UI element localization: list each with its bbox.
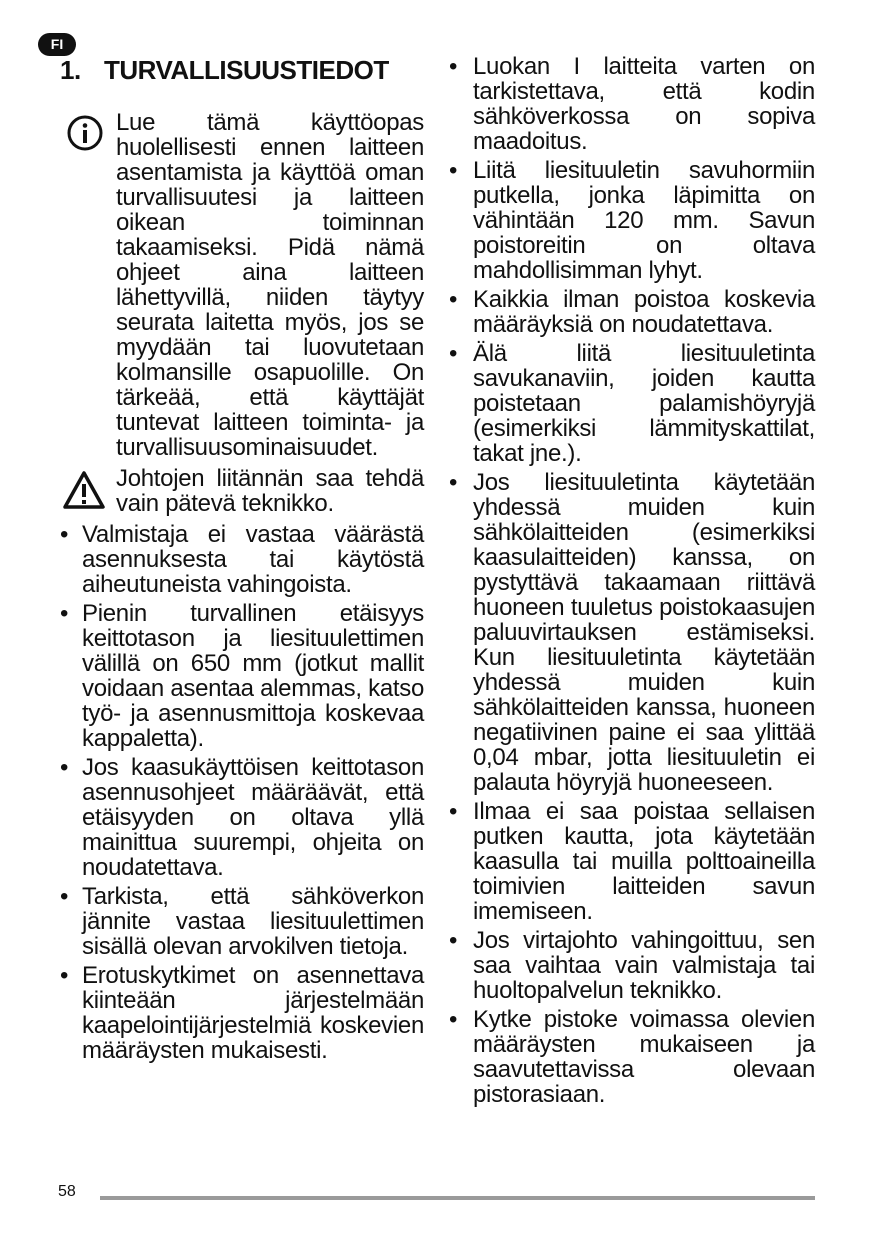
warning-icon: [66, 470, 106, 515]
list-item: • Älä liitä liesituuletinta savukanaviin, joiden kautta poistetaan palamishöyryjä (esimerkiksi lämmityskattilat, takat jne.).: [449, 340, 815, 467]
info-icon: [66, 114, 104, 157]
right-column: [449, 54, 815, 1111]
list-item: • Ilmaa ei saa poistaa sellaisen putken kautta, jota käytetään kaasulla tai muilla polttoaineilla toimivien laitteiden savun imemiseen.: [449, 798, 815, 925]
list-item: • Liitä liesituuletin savuhormiin putkella, jonka läpimitta on vähintään 120 mm. Savun poistoreitin on oltava mahdollisimman lyhyt.: [449, 157, 815, 284]
bullet-dot: •: [60, 600, 69, 627]
section-title: [60, 54, 424, 86]
page-number: 58: [58, 1183, 76, 1200]
list-item: • Luokan I laitteita varten on tarkistettava, että kodin sähköverkossa on sopiva maadoitus.: [449, 53, 815, 155]
warning-note: [60, 466, 424, 516]
footer-divider: [100, 1196, 815, 1200]
left-bullet-list: [60, 522, 424, 1063]
info-note-text: Lue tämä käyttöopas huolellisesti ennen laitteen asentamista ja käyttöä oman turvallisuutesi ja laitteen oikean toiminnan takaamiseksi. Pidä nämä ohjeet aina laitteen lähettyvillä, niiden täytyy seurata laitetta myös, jos se myydään tai luovutetaan kolmansille osapuolille. On tärkeää, että käyttäjät tuntevat laitteen toiminta- ja turvallisuusominaisuudet.: [116, 109, 424, 461]
left-column: [60, 54, 424, 1067]
list-item: • Pienin turvallinen etäisyys keittotason ja liesituulettimen välillä on 650 mm (jotkut mallit voidaan asentaa alemmas, katso työ- ja asennusmittoja koskevaa kappaletta).: [60, 600, 424, 752]
bullet-dot: •: [449, 798, 458, 825]
list-item: • Jos kaasukäyttöisen keittotason asennusohjeet määräävät, että etäisyyden on oltava yllä mainittua suurempi, ohjeita on noudatettava.: [60, 754, 424, 881]
list-item: • Tarkista, että sähköverkon jännite vastaa liesituulettimen sisällä olevan arvokilven tietoja.: [60, 883, 424, 960]
list-item: • Valmistaja ei vastaa väärästä asennuksesta tai käytöstä aiheutuneista vahingoista.: [60, 521, 424, 598]
bullet-dot: •: [60, 521, 69, 548]
right-bullet-list: [449, 54, 815, 1107]
bullet-dot: •: [60, 962, 69, 989]
list-item: • Erotuskytkimet on asennettava kiinteään järjestelmään kaapelointijärjestelmiä koskevien määräysten mukaisesti.: [60, 962, 424, 1064]
bullet-dot: •: [449, 469, 458, 496]
bullet-dot: •: [449, 1006, 458, 1033]
language-badge: FI: [38, 33, 76, 56]
list-item: • Jos virtajohto vahingoittuu, sen saa vaihtaa vain valmistaja tai huoltopalvelun teknikko.: [449, 927, 815, 1004]
bullet-dot: •: [449, 53, 458, 80]
bullet-dot: •: [449, 286, 458, 313]
section-number: 1.: [60, 55, 81, 85]
section-title-text: TURVALLISUUSTIEDOT: [104, 55, 389, 85]
bullet-dot: •: [60, 883, 69, 910]
bullet-dot: •: [60, 754, 69, 781]
info-note: [60, 110, 424, 460]
bullet-dot: •: [449, 340, 458, 367]
list-item: • Jos liesituuletinta käytetään yhdessä muiden kuin sähkölaitteiden (esimerkiksi kaasulaitteiden) kanssa, on pystyttävä takaamaan riittävä huoneen tuuletus poistokaasujen paluuvirtauksen estämiseksi. Kun liesituuletinta käytetään yhdessä muiden kuin sähkölaitteiden kanssa, huoneen negatiivinen paine ei saa ylittää 0,04 mbar, jotta liesituuletin ei palauta höyryjä huoneeseen.: [449, 469, 815, 796]
list-item: • Kaikkia ilman poistoa koskevia määräyksiä on noudatettava.: [449, 286, 815, 338]
list-item: • Kytke pistoke voimassa olevien määräysten mukaiseen ja saavutettavissa olevaan pistorasiaan.: [449, 1006, 815, 1108]
bullet-dot: •: [449, 927, 458, 954]
warning-note-text: Johtojen liitännän saa tehdä vain pätevä teknikko.: [116, 465, 424, 517]
bullet-dot: •: [449, 157, 458, 184]
